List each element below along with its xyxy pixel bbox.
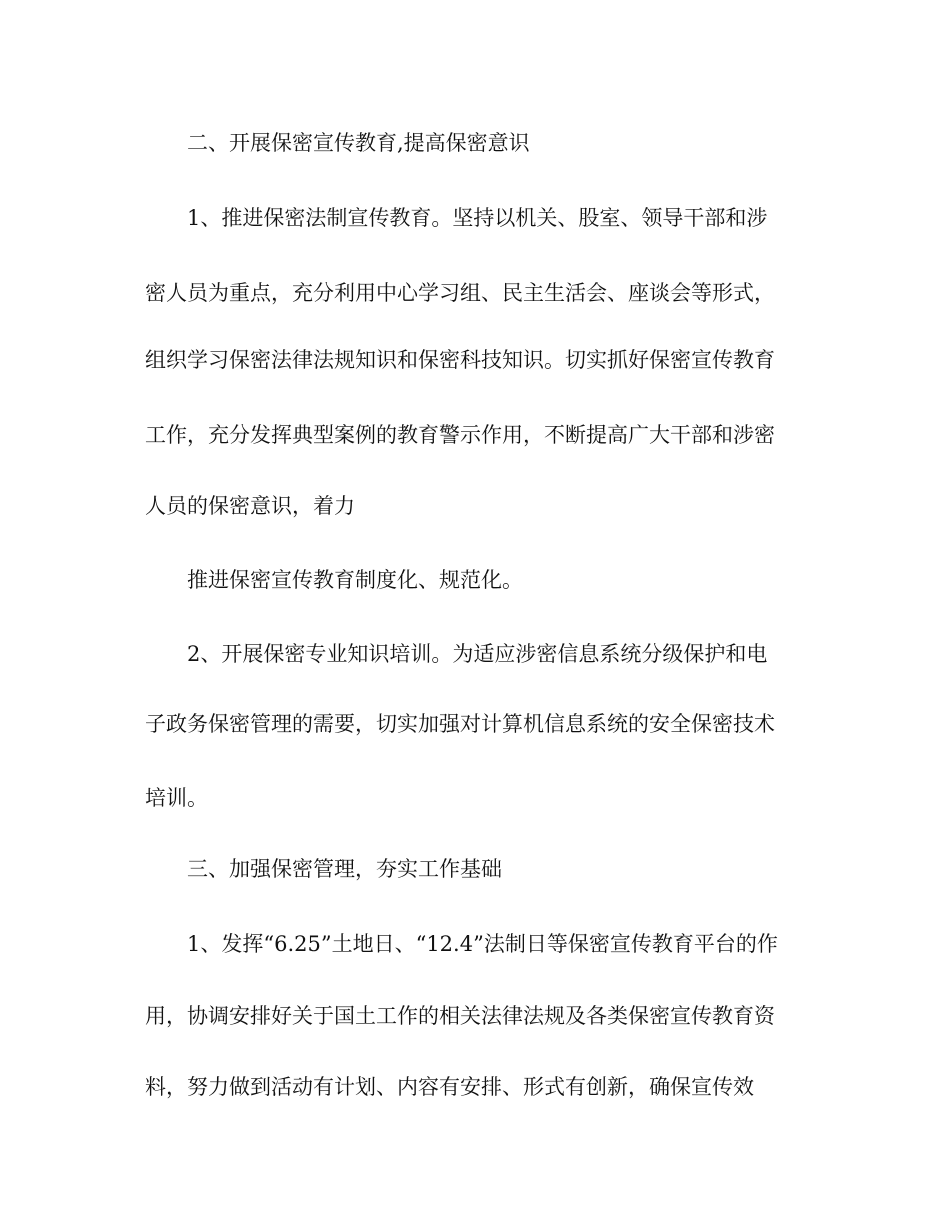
paragraph-line: 组织学习保密法律法规知识和保密科技知识。切实抓好保密宣传教育 <box>145 348 775 372</box>
paragraph-line: 推进保密宣传教育制度化、规范化。 <box>187 568 523 592</box>
paragraph-line: 培训。 <box>145 786 208 810</box>
section-heading: 三、加强保密管理，夯实工作基础 <box>187 857 502 881</box>
paragraph-line: 子政务保密管理的需要，切实加强对计算机信息系统的安全保密技术 <box>145 712 775 736</box>
paragraph-line: 1、发挥“6.25”土地日、“12.4”法制日等保密宣传教育平台的作 <box>187 932 778 956</box>
paragraph-line: 工作，充分发挥典型案例的教育警示作用，不断提高广大干部和涉密 <box>145 423 775 447</box>
paragraph-line: 用，协调安排好关于国土工作的相关法律法规及各类保密宣传教育资 <box>145 1004 775 1028</box>
paragraph-line: 料，努力做到活动有计划、内容有安排、形式有创新，确保宣传效 <box>145 1075 754 1099</box>
paragraph-line: 人员的保密意识，着力 <box>145 494 355 518</box>
paragraph-line: 1、推进保密法制宣传教育。坚持以机关、股室、领导干部和涉 <box>187 206 768 230</box>
section-heading: 二、开展保密宣传教育,提高保密意识 <box>187 131 530 155</box>
paragraph-line: 2、开展保密专业知识培训。为适应涉密信息系统分级保护和电 <box>187 642 768 666</box>
paragraph-line: 密人员为重点，充分利用中心学习组、民主生活会、座谈会等形式， <box>145 281 775 305</box>
